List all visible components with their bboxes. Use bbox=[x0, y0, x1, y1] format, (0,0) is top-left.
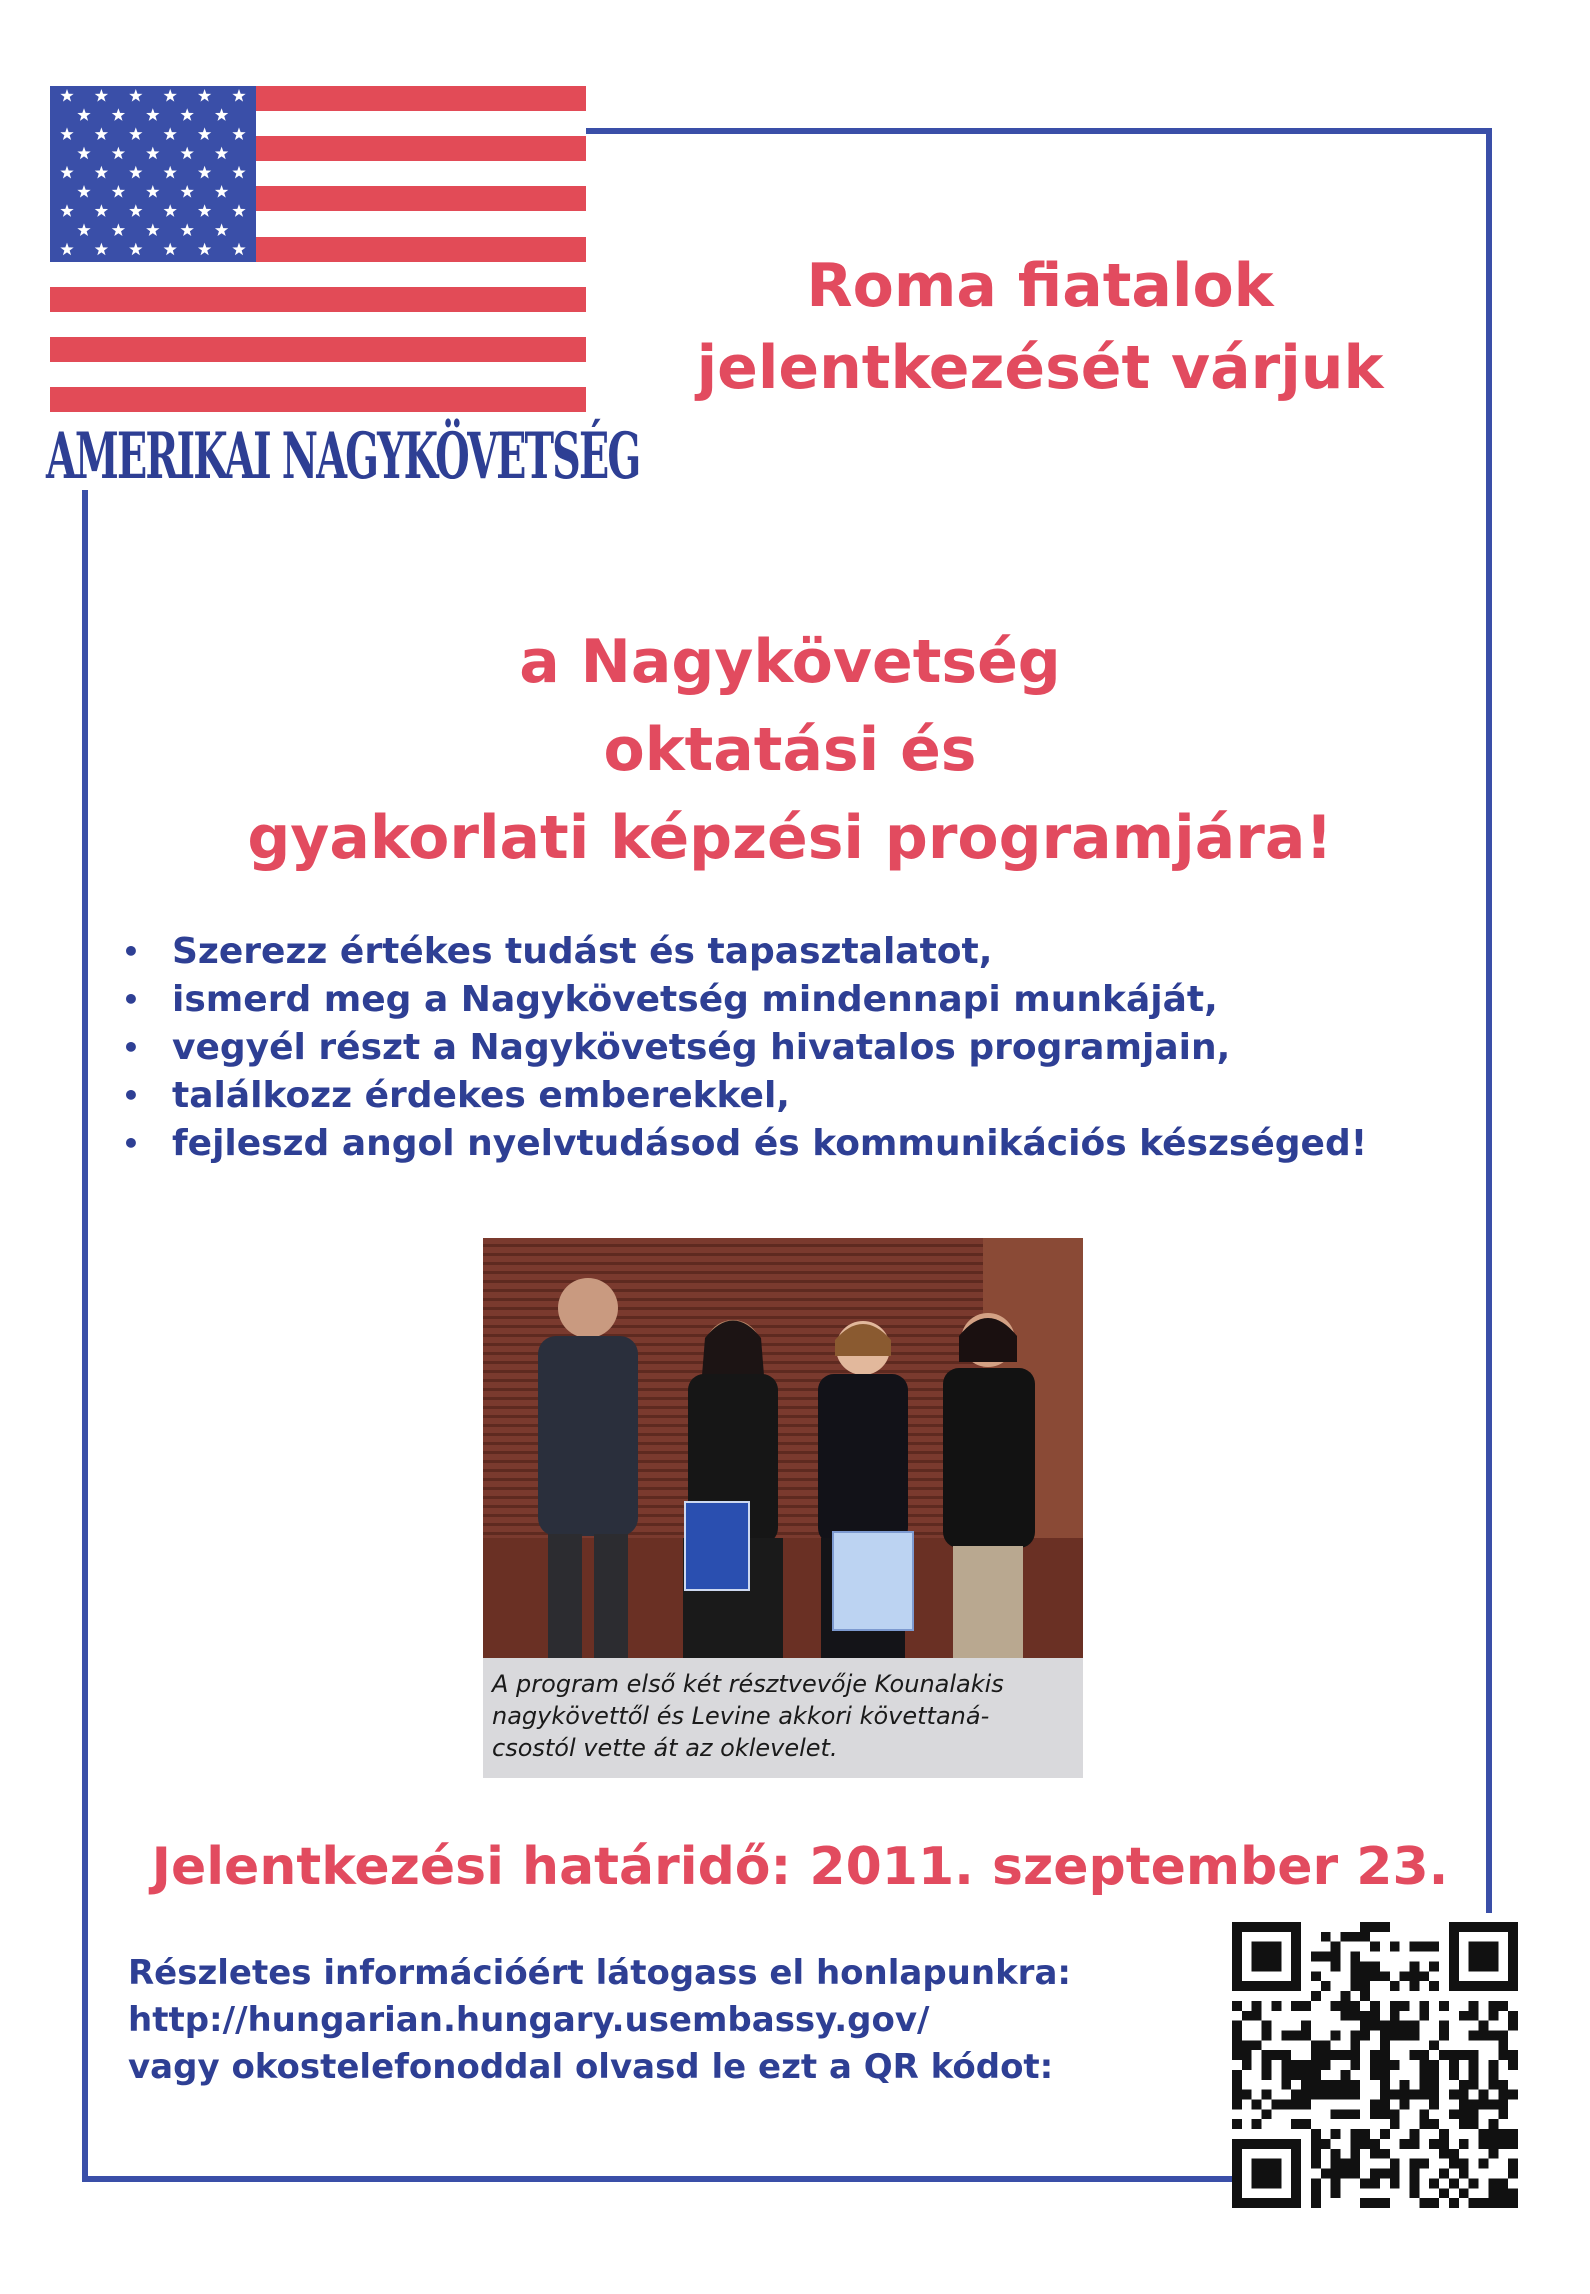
list-item: • találkozz érdekes emberekkel, bbox=[120, 1072, 1450, 1120]
flag-stars bbox=[50, 86, 256, 262]
star-icon bbox=[198, 166, 211, 179]
subheadline-line-3: gyakorlati képzési programjára! bbox=[247, 803, 1333, 873]
list-item: • vegyél részt a Nagykövetség hivatalos programjain, bbox=[120, 1024, 1450, 1072]
star-icon bbox=[198, 89, 211, 102]
info-line-1: Részletes információért látogass el honlapunkra: bbox=[128, 1953, 1071, 1993]
subheadline-line-2: oktatási és bbox=[603, 715, 977, 785]
star-icon bbox=[112, 185, 125, 198]
headline-line-1: Roma fiatalok bbox=[806, 251, 1274, 321]
star-icon bbox=[60, 166, 73, 179]
benefits-list bbox=[120, 928, 1450, 1168]
star-icon bbox=[60, 89, 73, 102]
star-icon bbox=[77, 185, 90, 198]
star-icon bbox=[146, 108, 159, 121]
star-icon bbox=[215, 147, 228, 160]
star-icon bbox=[112, 223, 125, 236]
star-icon bbox=[198, 243, 211, 256]
star-icon bbox=[232, 127, 245, 140]
star-icon bbox=[129, 127, 142, 140]
star-icon bbox=[60, 127, 73, 140]
bullet-icon: • bbox=[122, 983, 140, 1016]
headline bbox=[600, 245, 1480, 409]
star-icon bbox=[232, 204, 245, 217]
star-icon bbox=[129, 243, 142, 256]
star-icon bbox=[95, 243, 108, 256]
list-item: • ismerd meg a Nagykövetség mindennapi munkáját, bbox=[120, 976, 1450, 1024]
star-icon bbox=[215, 223, 228, 236]
star-icon bbox=[164, 243, 177, 256]
star-icon bbox=[146, 147, 159, 160]
star-icon bbox=[129, 204, 142, 217]
star-icon bbox=[215, 108, 228, 121]
star-icon bbox=[146, 185, 159, 198]
star-icon bbox=[77, 223, 90, 236]
headline-line-2: jelentkezését várjuk bbox=[696, 333, 1384, 403]
star-icon bbox=[232, 243, 245, 256]
star-icon bbox=[112, 147, 125, 160]
star-icon bbox=[181, 108, 194, 121]
star-icon bbox=[129, 89, 142, 102]
star-icon bbox=[164, 204, 177, 217]
star-icon bbox=[181, 223, 194, 236]
star-icon bbox=[95, 127, 108, 140]
list-item: • fejleszd angol nyelvtudásod és kommunikációs készséged! bbox=[120, 1120, 1450, 1168]
frame-bottom bbox=[82, 2176, 1234, 2182]
bullet-icon: • bbox=[122, 1079, 140, 1112]
flag-canton bbox=[50, 86, 256, 262]
star-icon bbox=[129, 166, 142, 179]
star-icon bbox=[95, 204, 108, 217]
star-icon bbox=[198, 127, 211, 140]
star-icon bbox=[60, 243, 73, 256]
star-icon bbox=[77, 108, 90, 121]
star-icon bbox=[164, 89, 177, 102]
list-item: • Szerezz értékes tudást és tapasztalatot, bbox=[120, 928, 1450, 976]
star-icon bbox=[232, 166, 245, 179]
star-icon bbox=[95, 89, 108, 102]
qr-code[interactable] bbox=[1232, 1922, 1518, 2208]
embassy-name-logo: AMERIKAI NAGYKÖVETSÉG bbox=[46, 419, 640, 494]
bullet-icon: • bbox=[122, 1031, 140, 1064]
frame-right bbox=[1486, 128, 1492, 1913]
subheadline bbox=[100, 618, 1480, 882]
star-icon bbox=[215, 185, 228, 198]
star-icon bbox=[77, 147, 90, 160]
star-icon bbox=[181, 185, 194, 198]
deadline-text: Jelentkezési határidő: 2011. szeptember 23. bbox=[151, 1837, 1449, 1897]
star-icon bbox=[164, 127, 177, 140]
star-icon bbox=[146, 223, 159, 236]
bullet-icon: • bbox=[122, 1127, 140, 1160]
bullet-icon: • bbox=[122, 935, 140, 968]
us-flag-image bbox=[50, 86, 586, 412]
star-icon bbox=[181, 147, 194, 160]
star-icon bbox=[164, 166, 177, 179]
subheadline-line-1: a Nagykövetség bbox=[519, 627, 1061, 697]
qr-code-icon bbox=[1232, 1922, 1518, 2208]
star-icon bbox=[60, 204, 73, 217]
frame-top bbox=[586, 128, 1492, 134]
frame-left bbox=[82, 490, 88, 2182]
star-icon bbox=[198, 204, 211, 217]
website-link[interactable]: http://hungarian.hungary.usembassy.gov/ bbox=[128, 2000, 930, 2040]
star-icon bbox=[232, 89, 245, 102]
info-line-3: vagy okostelefonoddal olvasd le ezt a QR kódot: bbox=[128, 2047, 1054, 2087]
star-icon bbox=[112, 108, 125, 121]
star-icon bbox=[95, 166, 108, 179]
info-block bbox=[128, 1950, 1188, 2091]
photo-caption: A program első két résztvevője Kounalakis nagykövettől és Levine akkori követtaná- csostól vette át az oklevelet. bbox=[492, 1670, 1004, 1762]
